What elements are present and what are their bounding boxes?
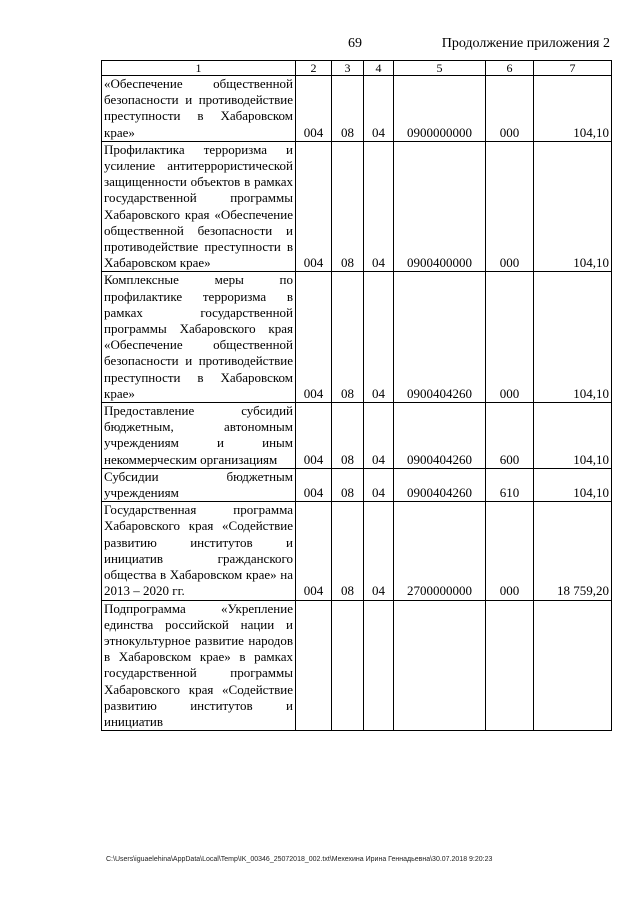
cell-expense-type: 000 <box>486 272 534 403</box>
cell-subsection: 04 <box>364 272 394 403</box>
cell-amount: 104,10 <box>534 141 612 272</box>
cell-section: 08 <box>332 272 364 403</box>
cell-ministry-code: 004 <box>296 141 332 272</box>
table-row <box>102 502 612 600</box>
cell-expense-type: 600 <box>486 403 534 469</box>
cell-target-code: 0900000000 <box>394 76 486 142</box>
cell-target-code: 0900404260 <box>394 403 486 469</box>
col-header-3: 3 <box>332 61 364 76</box>
row-name: Подпрограмма «Укрепление единства российской нации и этнокультурное развитие народов в Хабаровском крае» в рамках государственной программы Хабаровского края «Содействие развитию институтов и инициатив <box>102 600 296 731</box>
cell-expense-type: 610 <box>486 468 534 501</box>
table-row <box>102 600 612 731</box>
cell-subsection: 04 <box>364 502 394 600</box>
row-name: Предоставление субсидий бюджетным, автономным учреждениям и иным некоммерческим организациям <box>102 403 296 469</box>
cell-expense-type <box>486 600 534 731</box>
file-path-footer: C:\Users\iguaelehina\AppData\Local\Temp\IK_00346_25072018_002.txt\Мехехина Ирина Геннадьевна\30.07.2018 9:20:23 <box>106 856 493 863</box>
cell-target-code <box>394 600 486 731</box>
cell-ministry-code: 004 <box>296 272 332 403</box>
cell-expense-type: 000 <box>486 141 534 272</box>
row-name: Государственная программа Хабаровского края «Содействие развитию институтов и инициатив гражданского общества в Хабаровском крае» на 2013 – 2020 гг. <box>102 502 296 600</box>
cell-ministry-code <box>296 600 332 731</box>
continuation-caption: Продолжение приложения 2 <box>441 36 610 51</box>
cell-section <box>332 600 364 731</box>
budget-table <box>101 60 612 731</box>
cell-expense-type: 000 <box>486 502 534 600</box>
row-name: Профилактика терроризма и усиление антитеррористической защищенности объектов в рамках государственной программы Хабаровского края «Обеспечение общественной безопасности и противодействие преступности в Хабаровском крае» <box>102 141 296 272</box>
col-header-1: 1 <box>102 61 296 76</box>
table-row <box>102 141 612 272</box>
cell-target-code: 0900404260 <box>394 468 486 501</box>
cell-amount: 104,10 <box>534 468 612 501</box>
cell-amount: 104,10 <box>534 272 612 403</box>
table-row <box>102 272 612 403</box>
cell-subsection: 04 <box>364 76 394 142</box>
row-name: Комплексные меры по профилактике терроризма в рамках государственной программы Хабаровского края «Обеспечение общественной безопасности и противодействие преступности в Хабаровском крае» <box>102 272 296 403</box>
cell-amount: 104,10 <box>534 76 612 142</box>
cell-ministry-code: 004 <box>296 502 332 600</box>
table-header-row <box>102 61 612 76</box>
cell-section: 08 <box>332 141 364 272</box>
cell-subsection: 04 <box>364 403 394 469</box>
row-name: Субсидии бюджетным учреждениям <box>102 468 296 501</box>
cell-subsection <box>364 600 394 731</box>
col-header-4: 4 <box>364 61 394 76</box>
cell-ministry-code: 004 <box>296 468 332 501</box>
cell-target-code: 0900404260 <box>394 272 486 403</box>
col-header-5: 5 <box>394 61 486 76</box>
cell-subsection: 04 <box>364 468 394 501</box>
page-number: 69 <box>348 36 362 51</box>
cell-amount: 18 759,20 <box>534 502 612 600</box>
row-name: «Обеспечение общественной безопасности и противодействие преступности в Хабаровском крае» <box>102 76 296 142</box>
cell-amount: 104,10 <box>534 403 612 469</box>
cell-section: 08 <box>332 468 364 501</box>
col-header-6: 6 <box>486 61 534 76</box>
table-row <box>102 403 612 469</box>
cell-section: 08 <box>332 502 364 600</box>
cell-ministry-code: 004 <box>296 403 332 469</box>
col-header-7: 7 <box>534 61 612 76</box>
cell-expense-type: 000 <box>486 76 534 142</box>
cell-subsection: 04 <box>364 141 394 272</box>
table-row <box>102 76 612 142</box>
cell-target-code: 2700000000 <box>394 502 486 600</box>
col-header-2: 2 <box>296 61 332 76</box>
cell-amount <box>534 600 612 731</box>
cell-section: 08 <box>332 403 364 469</box>
cell-ministry-code: 004 <box>296 76 332 142</box>
cell-section: 08 <box>332 76 364 142</box>
cell-target-code: 0900400000 <box>394 141 486 272</box>
table-row <box>102 468 612 501</box>
